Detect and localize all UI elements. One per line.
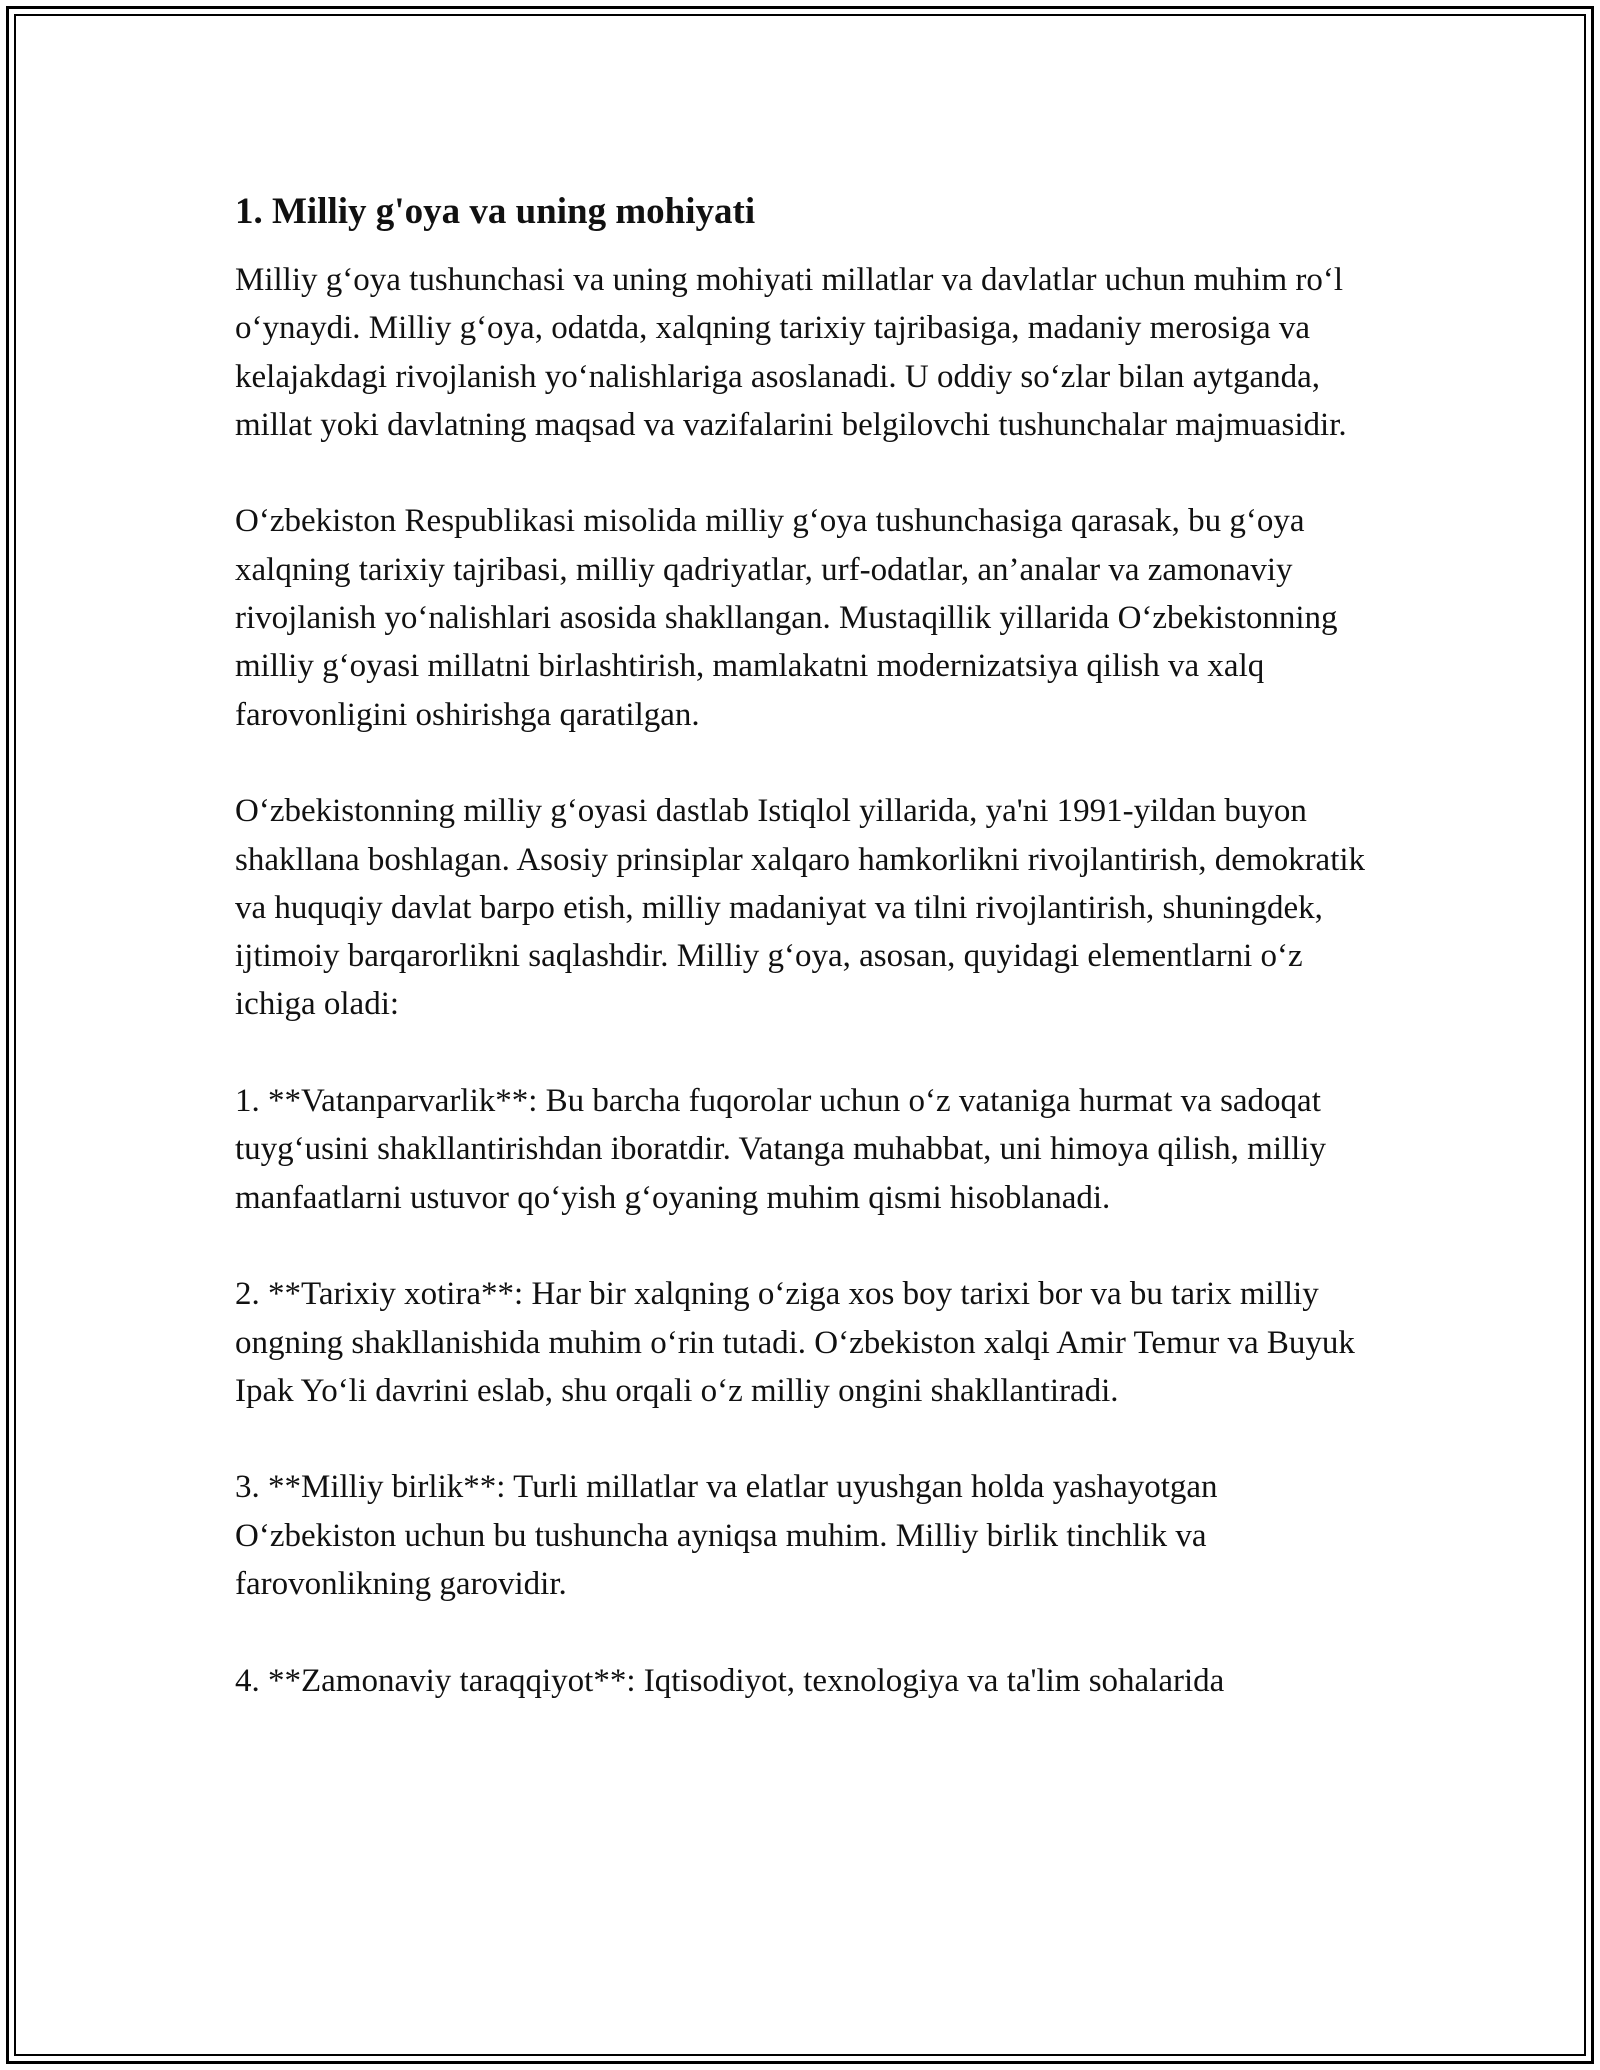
paragraph-uzbekistan: O‘zbekiston Respublikasi misolida milliy g‘oya tushunchasiga qarasak, bu g‘oya xalqning tarixiy tajribasi, milliy qadriyatlar, urf-odatlar, an’analar va zamonaviy rivojlanish yo‘nalishlari asosida shakllangan. Mustaqillik yillarida O‘zbekistonning milliy g‘oyasi millatni birlashtirish, mamlakatni modernizatsiya qilish va xalq farovonligini oshirishga qaratilgan.: [235, 503, 1338, 733]
list-item-patriotism: 1. **Vatanparvarlik**: Bu barcha fuqorolar uchun o‘z vataniga hurmat va sadoqat tuyg‘usini shakllantirishdan iboratdir. Vatanga muhabbat, uni himoya qilish, milliy manfaatlarni ustuvor qo‘yish g‘oyaning muhim qismi hisoblanadi.: [235, 1083, 1327, 1216]
paragraph-intro: Milliy g‘oya tushunchasi va uning mohiyati millatlar va davlatlar uchun muhim ro‘l o‘ynaydi. Milliy g‘oya, odatda, xalqning tarixiy tajribasiga, madaniy merosiga va kelajakdagi rivojlanish yo‘nalishlariga asoslanadi. U oddiy so‘zlar bilan aytganda, millat yoki davlatning maqsad va vazifalarini belgilovchi tushunchalar majmuasidir.: [235, 262, 1347, 443]
paragraph-history: O‘zbekistonning milliy g‘oyasi dastlab Istiqlol yillarida, ya'ni 1991-yildan buyon shakllana boshlagan. Asosiy prinsiplar xalqaro hamkorlikni rivojlantirish, demokratik va huquqiy davlat barpo etish, milliy madaniyat va tilni rivojlantirish, shuningdek, ijtimoiy barqarorlikni saqlashdir. Milliy g‘oya, asosan, quyidagi elementlarni o‘z ichiga oladi:: [235, 793, 1366, 1023]
list-item-modern-development: 4. **Zamonaviy taraqqiyot**: Iqtisodiyot, texnologiya va ta'lim sohalarida: [235, 1662, 1225, 1699]
list-item-historical-memory: 2. **Tarixiy xotira**: Har bir xalqning o‘ziga xos boy tarixi bor va bu tarix milliy ongning shakllanishida muhim o‘rin tutadi. O‘zbekiston xalqi Amir Temur va Buyuk Ipak Yo‘li davrini eslab, shu orqali o‘z milliy ongini shakllantiradi.: [235, 1276, 1355, 1409]
document-body: [235, 188, 1375, 1753]
list-item-national-unity: 3. **Milliy birlik**: Turli millatlar va elatlar uyushgan holda yashayotgan O‘zbekiston uchun bu tushuncha ayniqsa muhim. Milliy birlik tinchlik va farovonlikning garovidir.: [235, 1469, 1218, 1603]
section-heading: 1. Milliy g'oya va uning mohiyati: [235, 191, 756, 232]
